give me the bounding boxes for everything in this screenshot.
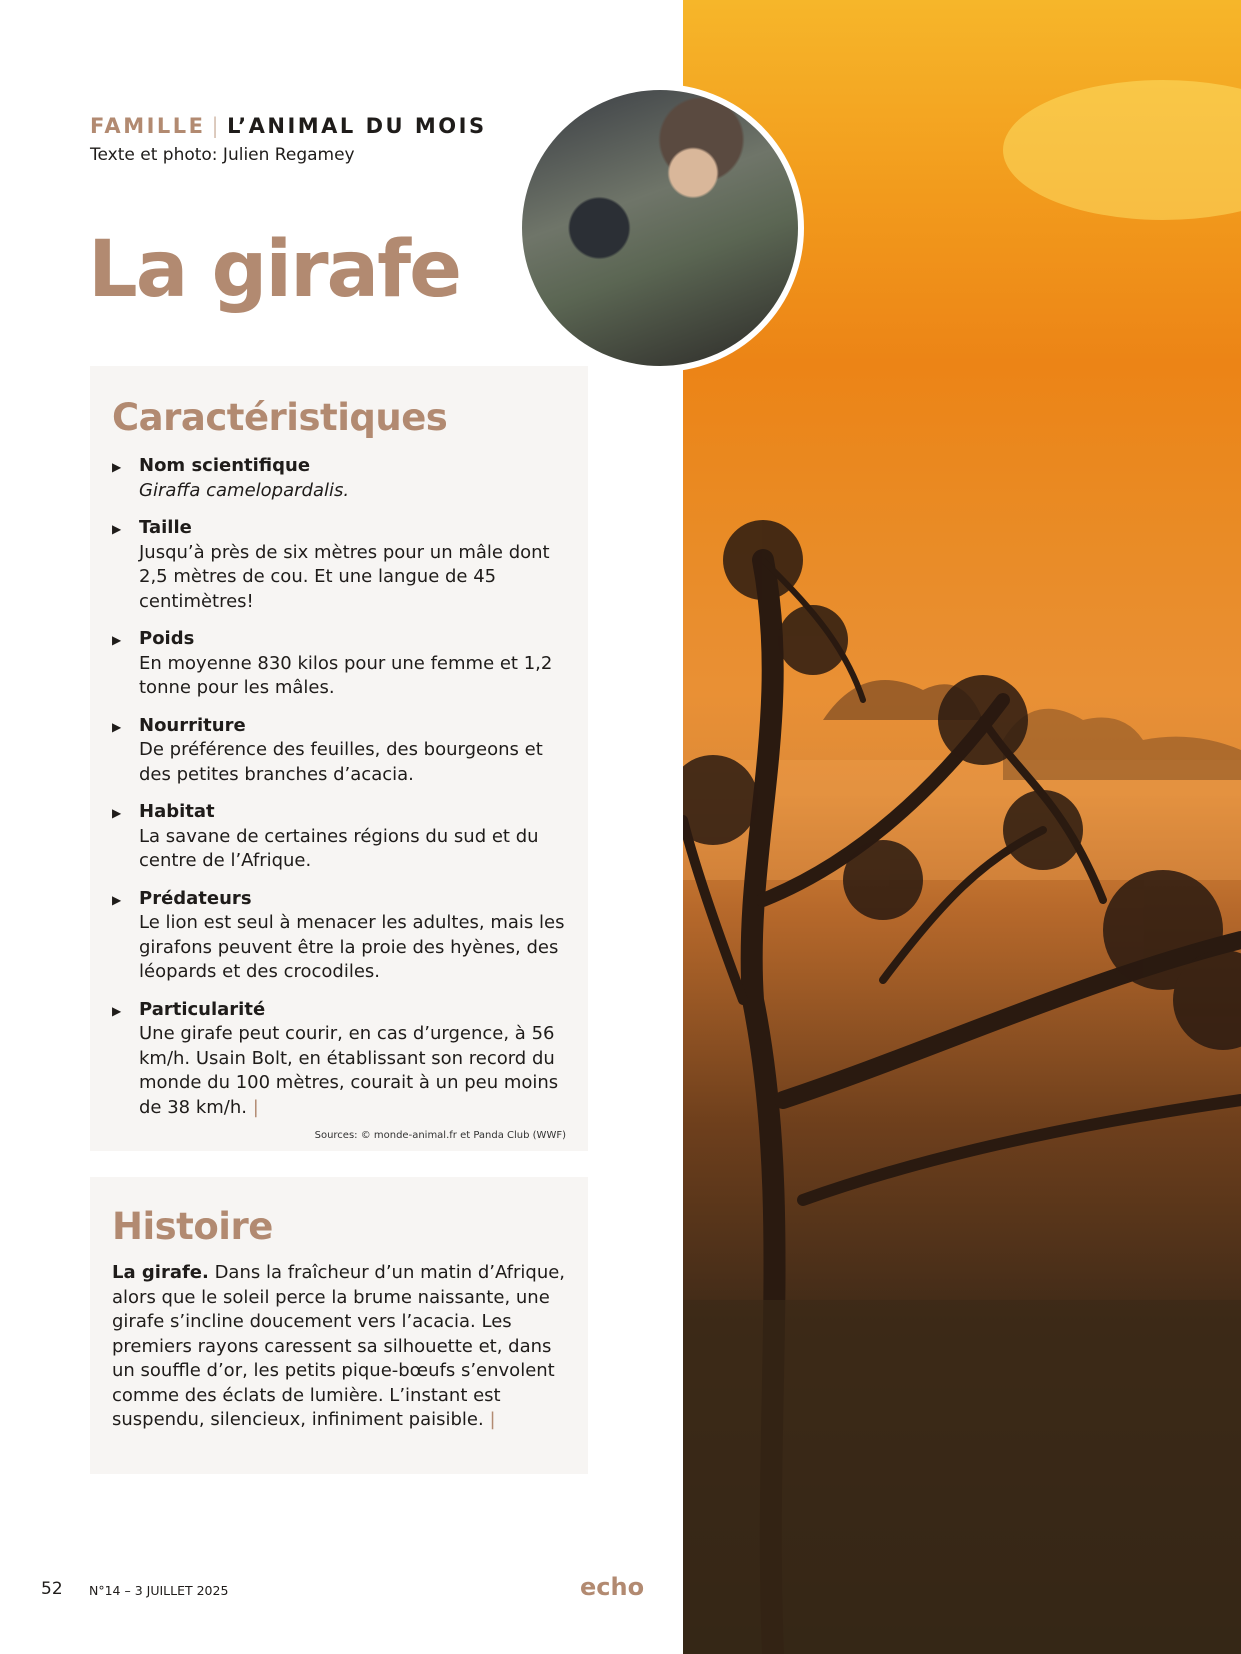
history-box bbox=[90, 1177, 588, 1474]
characteristics-list bbox=[112, 454, 572, 1133]
characteristics-box bbox=[90, 366, 588, 1151]
bullet-arrow-icon: ▶ bbox=[112, 460, 122, 474]
item-text: En moyenne 830 kilos pour une femme et 1,2 tonne pour les mâles. bbox=[139, 652, 553, 698]
item-text: Giraffa camelopardalis. bbox=[139, 479, 350, 501]
item-label: Habitat bbox=[139, 801, 215, 822]
history-lead: La girafe. bbox=[112, 1262, 209, 1283]
item-text: Jusqu’à près de six mètres pour un mâle dont 2,5 mètres de cou. Et une langue de 45 centimètres! bbox=[139, 541, 550, 612]
kicker-divider: | bbox=[211, 114, 222, 138]
history-heading: Histoire bbox=[112, 1205, 273, 1248]
issue-info: N°14 – 3 JUILLET 2025 bbox=[89, 1583, 229, 1598]
author-portrait bbox=[516, 84, 804, 372]
list-item bbox=[112, 887, 572, 985]
item-text: La savane de certaines régions du sud et du centre de l’Afrique. bbox=[139, 825, 539, 871]
list-item bbox=[112, 714, 572, 788]
list-item bbox=[112, 516, 572, 614]
bullet-arrow-icon: ▶ bbox=[112, 633, 122, 647]
list-item bbox=[112, 454, 572, 503]
characteristics-heading: Caractéristiques bbox=[112, 396, 448, 439]
page-title: La girafe bbox=[88, 225, 460, 315]
item-label: Nourriture bbox=[139, 714, 246, 736]
item-label: Nom scientifique bbox=[139, 455, 311, 476]
item-text: Le lion est seul à menacer les adultes, mais les girafons peuvent être la proie des hyènes, des léopards et des crocodiles. bbox=[139, 912, 565, 982]
item-text: De préférence des feuilles, des bourgeons et des petites branches d’acacia. bbox=[139, 739, 543, 785]
bullet-arrow-icon: ▶ bbox=[112, 719, 122, 734]
byline: Texte et photo: Julien Regamey bbox=[90, 145, 355, 165]
list-item bbox=[112, 627, 572, 701]
sources-note: Sources: © monde-animal.fr et Panda Club (WWF) bbox=[314, 1130, 566, 1141]
end-mark: | bbox=[489, 1409, 496, 1430]
bullet-arrow-icon: ▶ bbox=[112, 1003, 122, 1018]
bullet-arrow-icon: ▶ bbox=[112, 892, 122, 907]
history-text bbox=[112, 1261, 572, 1433]
item-label: Poids bbox=[139, 628, 195, 649]
page-number: 52 bbox=[41, 1579, 63, 1599]
end-mark: | bbox=[252, 1096, 259, 1118]
item-label: Prédateurs bbox=[139, 887, 252, 909]
section-label: L’ANIMAL DU MOIS bbox=[227, 114, 487, 138]
echo-logo: echo bbox=[580, 1573, 645, 1601]
item-label: Taille bbox=[139, 517, 192, 538]
category-label: FAMILLE bbox=[90, 114, 206, 138]
bullet-arrow-icon: ▶ bbox=[112, 806, 122, 820]
list-item bbox=[112, 998, 572, 1121]
bullet-arrow-icon: ▶ bbox=[112, 522, 122, 536]
history-body: Dans la fraîcheur d’un matin d’Afrique, alors que le soleil perce la brume naissante, une girafe s’incline doucement vers l’acacia. Les premiers rayons caressent sa silhouette et, dans un souffle d’or, les petits pique-bœufs s’envolent comme des éclats de lumière. L’instant est suspendu, silencieux, infiniment paisible. bbox=[112, 1262, 566, 1430]
list-item bbox=[112, 800, 572, 874]
item-text: Une girafe peut courir, en cas d’urgence, à 56 km/h. Usain Bolt, en établissant son record du monde du 100 mètres, courait à un peu moins de 38 km/h. bbox=[139, 1023, 559, 1118]
item-label: Particularité bbox=[139, 998, 266, 1020]
section-kicker bbox=[90, 114, 487, 138]
